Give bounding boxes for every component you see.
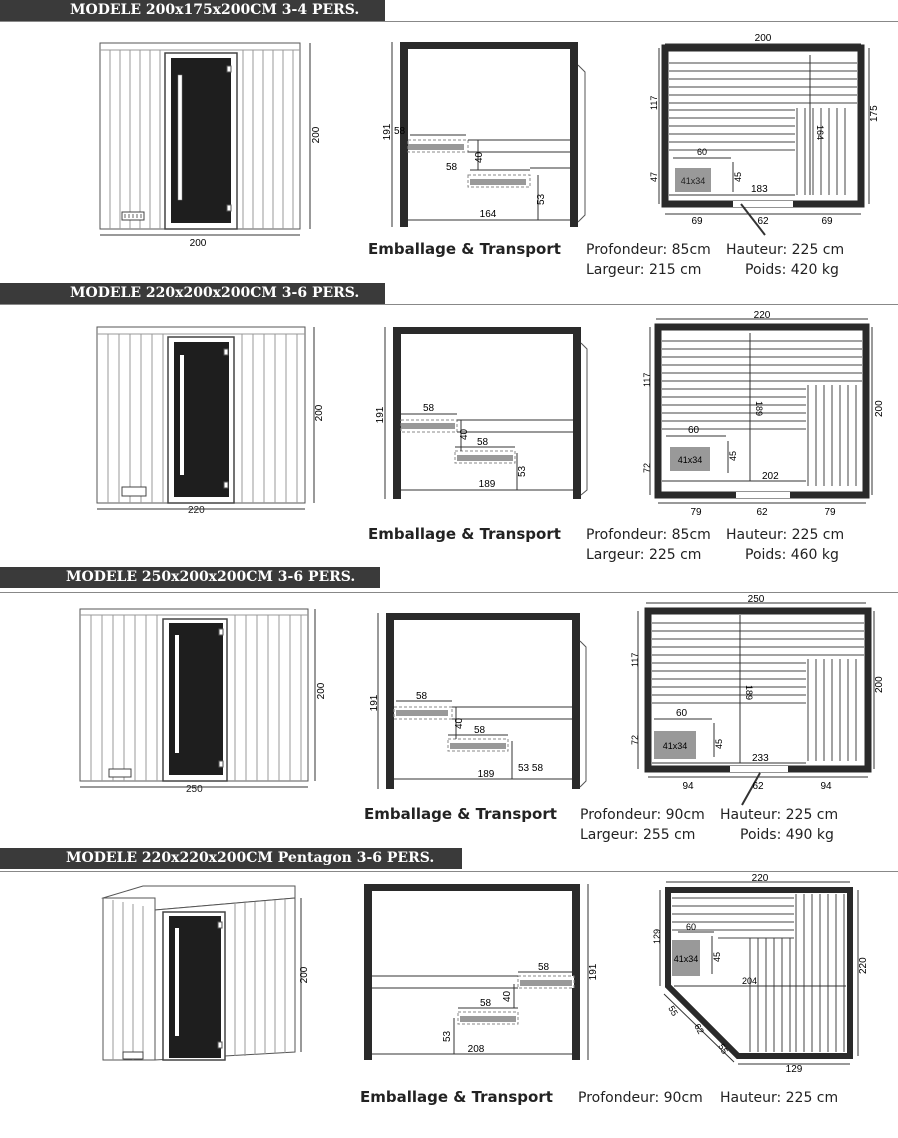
packaging-height: Hauteur: 225 cm (720, 1090, 839, 1106)
plan-diag-b-dim: 62 (692, 1022, 706, 1036)
plan-door-dim: 62 (756, 507, 768, 518)
plan-inner-height-dim: 164 (815, 125, 825, 141)
side-height-dim: 191 (588, 963, 599, 981)
side-view-drawing (375, 325, 590, 505)
plan-stove-height-dim: 45 (733, 171, 743, 182)
plan-bottom-dim: 72 (642, 462, 652, 473)
plan-depth-dim: 200 (874, 400, 885, 417)
packaging-info (368, 238, 888, 282)
plan-top-dim: 117 (630, 652, 640, 667)
plan-bench-dim: 202 (762, 471, 779, 482)
side-depth-dim: 189 (478, 479, 496, 490)
plan-view-drawing (645, 30, 885, 250)
side-lower-bench-dim: 58 (477, 437, 489, 448)
plan-bench-dim: 204 (742, 976, 758, 986)
model-title: MODELE 250x200x200CM 3-6 PERS. (66, 569, 356, 585)
side-floor-dim: 53 (536, 193, 547, 205)
plan-width-dim: 250 (747, 595, 765, 605)
plan-right-dim: 94 (820, 781, 832, 792)
front-view-drawing (95, 880, 315, 1070)
stove-label: 41x34 (662, 741, 688, 751)
packaging-height: Hauteur: 225 cm (726, 242, 845, 258)
side-height-dim: 191 (375, 406, 386, 424)
packaging-depth: Profondeur: 90cm (580, 807, 705, 823)
side-step-dim: 40 (502, 990, 513, 1002)
plan-stove-height-dim: 45 (728, 450, 738, 461)
plan-right-dim: 79 (824, 507, 836, 518)
model-title-bar (0, 848, 462, 869)
packaging-weight: Poids: 490 kg (740, 827, 834, 843)
side-upper-bench-dim: 58 (416, 691, 428, 702)
side-depth-dim: 208 (467, 1044, 485, 1055)
plan-door-dim: 62 (752, 781, 764, 792)
stove-label: 41x34 (677, 455, 703, 465)
model-title: MODELE 200x175x200CM 3-4 PERS. (70, 2, 360, 18)
plan-width-dim: 220 (753, 311, 771, 321)
plan-bench-dim: 183 (751, 184, 768, 195)
side-depth-dim: 189 (477, 769, 495, 780)
side-view-drawing (368, 611, 588, 793)
front-height-dim: 200 (314, 404, 325, 422)
front-view-drawing (95, 40, 325, 250)
side-step-dim: 40 (454, 717, 465, 729)
packaging-info (360, 1086, 880, 1110)
plan-depth-dim: 175 (869, 105, 880, 122)
stove-label: 41x34 (673, 954, 699, 964)
side-floor-dim: 53 (517, 465, 528, 477)
divider (0, 304, 898, 305)
plan-view-drawing (638, 311, 888, 521)
plan-bottom-dim: 72 (630, 734, 640, 745)
plan-right-dim: 69 (821, 216, 833, 227)
front-view-drawing (92, 325, 332, 515)
plan-stove-width-dim: 60 (676, 708, 688, 719)
divider (0, 871, 898, 872)
plan-inner-height-dim: 189 (744, 685, 754, 701)
model-section-1 (0, 0, 898, 282)
plan-stove-height-dim: 45 (714, 738, 724, 749)
plan-door-dim: 62 (757, 216, 769, 227)
divider (0, 21, 898, 22)
plan-left-dim: 69 (691, 216, 703, 227)
plan-stove-width-dim: 60 (688, 425, 700, 436)
plan-left-dim: 79 (690, 507, 702, 518)
side-view-drawing (380, 40, 590, 235)
plan-inner-height-dim: 189 (754, 401, 764, 417)
plan-stove-width-dim: 60 (697, 147, 708, 157)
packaging-depth: Profondeur: 85cm (586, 242, 711, 258)
plan-depth-dim: 220 (858, 957, 869, 974)
side-height-dim: 191 (382, 123, 393, 141)
plan-width-dim: 200 (754, 33, 772, 44)
packaging-title: Emballage & Transport (360, 1088, 553, 1106)
plan-left-dim: 94 (682, 781, 694, 792)
plan-width-dim: 220 (751, 874, 769, 884)
model-section-2 (0, 283, 898, 566)
plan-diag-c-dim: 55 (716, 1042, 730, 1056)
front-height-dim: 200 (299, 966, 310, 984)
side-step-dim: 40 (459, 428, 470, 440)
front-view-drawing (75, 605, 335, 795)
model-title: MODELE 220x200x200CM 3-6 PERS. (70, 285, 360, 301)
plan-bottom-dim: 129 (785, 1064, 803, 1074)
front-height-dim: 200 (311, 126, 322, 144)
stove-label: 41x34 (680, 176, 706, 186)
divider (0, 592, 898, 593)
plan-top-dim: 117 (649, 95, 659, 110)
side-step-dim: 40 (474, 151, 485, 163)
packaging-info (364, 803, 884, 847)
packaging-weight: Poids: 420 kg (745, 262, 839, 278)
plan-view-drawing (650, 874, 880, 1074)
model-title: MODELE 220x220x200CM Pentagon 3-6 PERS. (66, 850, 435, 866)
plan-depth-dim: 200 (874, 676, 885, 693)
side-upper-bench-dim: 58 (538, 962, 550, 973)
front-width-dim: 250 (186, 784, 203, 795)
packaging-height: Hauteur: 225 cm (720, 807, 839, 823)
side-floor-dim: 53 58 (518, 763, 544, 774)
side-view-drawing (358, 880, 608, 1070)
plan-view-drawing (628, 595, 888, 815)
front-width-dim: 220 (188, 505, 205, 516)
plan-bottom-dim: 47 (649, 171, 659, 182)
side-lower-bench-dim: 58 (480, 998, 492, 1009)
plan-stove-width-dim: 60 (686, 922, 697, 932)
packaging-width: Largeur: 255 cm (580, 827, 696, 843)
model-title-bar (0, 0, 385, 21)
plan-diag-a-dim: 55 (666, 1004, 680, 1018)
model-title-bar (0, 283, 385, 304)
side-upper-bench-dim: 58 (394, 126, 406, 137)
side-height-dim: 191 (369, 694, 380, 712)
packaging-title: Emballage & Transport (368, 525, 561, 543)
plan-top-dim: 129 (652, 928, 662, 944)
packaging-weight: Poids: 460 kg (745, 547, 839, 563)
front-width-dim: 200 (189, 238, 207, 249)
packaging-title: Emballage & Transport (364, 805, 557, 823)
side-floor-dim: 53 (442, 1030, 453, 1042)
front-height-dim: 200 (316, 682, 327, 700)
model-title-bar (0, 567, 380, 588)
side-lower-bench-dim: 58 (446, 162, 458, 173)
packaging-depth: Profondeur: 85cm (586, 527, 711, 543)
model-section-3 (0, 567, 898, 847)
model-section-4 (0, 848, 898, 1138)
packaging-width: Largeur: 225 cm (586, 547, 702, 563)
packaging-title: Emballage & Transport (368, 240, 561, 258)
packaging-height: Hauteur: 225 cm (726, 527, 845, 543)
plan-bench-dim: 233 (752, 753, 769, 764)
side-lower-bench-dim: 58 (474, 725, 486, 736)
packaging-width: Largeur: 215 cm (586, 262, 702, 278)
packaging-info (368, 523, 888, 567)
plan-stove-height-dim: 45 (712, 951, 722, 962)
side-depth-dim: 164 (479, 209, 497, 220)
side-upper-bench-dim: 58 (423, 403, 435, 414)
plan-top-dim: 117 (642, 372, 652, 387)
packaging-depth: Profondeur: 90cm (578, 1090, 703, 1106)
